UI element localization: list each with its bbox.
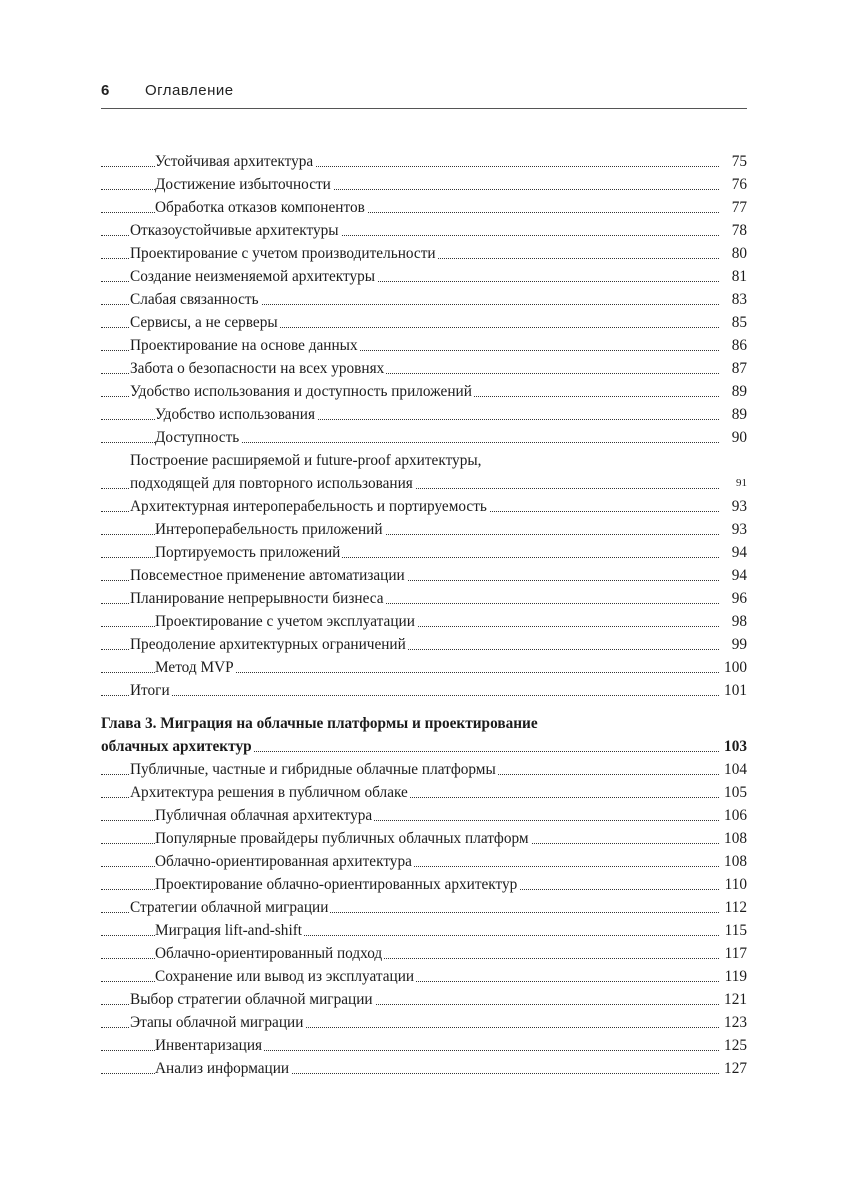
toc-entry[interactable]: [101, 173, 747, 196]
toc-entry-title: Архитектура решения в публичном облаке: [130, 781, 410, 804]
toc-entry[interactable]: [101, 656, 747, 679]
toc-entry[interactable]: [101, 804, 747, 827]
toc-entry[interactable]: [101, 357, 747, 380]
toc-entry-title: Метод MVP: [155, 656, 236, 679]
toc-entry[interactable]: [101, 403, 747, 426]
toc-entry[interactable]: [101, 988, 747, 1011]
toc-entry[interactable]: [101, 380, 747, 403]
toc-entry-title: Этапы облачной миграции: [130, 1011, 305, 1034]
toc-entry[interactable]: [101, 965, 747, 988]
toc-entry-title: Доступность: [155, 426, 241, 449]
toc-entry-page: 90: [730, 426, 747, 449]
toc-entry-page: 119: [723, 965, 747, 988]
toc-entry-page: 93: [730, 495, 747, 518]
toc-entry-page: 115: [723, 919, 747, 942]
toc-entry-title: Обработка отказов компонентов: [155, 196, 367, 219]
toc-entry-page: 85: [730, 311, 747, 334]
toc-entry-title: Итоги: [130, 679, 172, 702]
toc-entry-title: Выбор стратегии облачной миграции: [130, 988, 375, 1011]
toc-entry[interactable]: [101, 311, 747, 334]
toc-entry-page: 87: [730, 357, 747, 380]
toc-entry[interactable]: [101, 219, 747, 242]
toc-entry-page: 93: [730, 518, 747, 541]
toc-entry-page: 94: [730, 564, 747, 587]
toc-entry-title: Инвентаризация: [155, 1034, 264, 1057]
toc-entry-title: Миграция lift-and-shift: [155, 919, 304, 942]
toc-entry-page: 112: [723, 896, 747, 919]
toc-entry-title: Популярные провайдеры публичных облачных платформ: [155, 827, 531, 850]
dot-leader: [101, 695, 719, 696]
toc-entry-title: Облачно-ориентированная архитектура: [155, 850, 414, 873]
toc-entry[interactable]: [101, 495, 747, 518]
toc-entry[interactable]: [101, 541, 747, 564]
toc-entry-page: 100: [722, 656, 747, 679]
toc-entry[interactable]: [101, 942, 747, 965]
chapter-title-line2: облачных архитектур: [101, 735, 254, 758]
toc-entry[interactable]: [101, 633, 747, 656]
toc-entry-page: 94: [730, 541, 747, 564]
toc-entry[interactable]: [101, 426, 747, 449]
toc-entry[interactable]: [101, 196, 747, 219]
toc-entry-title: Преодоление архитектурных ограничений: [130, 633, 408, 656]
toc-entry-title: Достижение избыточности: [155, 173, 333, 196]
toc-entry[interactable]: [101, 1034, 747, 1057]
toc-entry[interactable]: [101, 896, 747, 919]
toc-entry[interactable]: [101, 873, 747, 896]
toc-entry-page: 77: [730, 196, 747, 219]
toc-entry-page: 96: [730, 587, 747, 610]
toc-entry-title: Создание неизменяемой архитектуры: [130, 265, 377, 288]
toc-entry[interactable]: [101, 610, 747, 633]
toc-entry-page: 105: [722, 781, 747, 804]
toc-entry-title-line1: Построение расширяемой и future-proof архитектуры,: [130, 452, 482, 469]
toc-entry-title: Повсеместное применение автоматизации: [130, 564, 407, 587]
toc-entry-title: Проектирование с учетом эксплуатации: [155, 610, 417, 633]
toc-entry[interactable]: [101, 758, 747, 781]
toc-entry-page: 89: [730, 380, 747, 403]
toc-entry[interactable]: [101, 242, 747, 265]
toc-entry-page: 125: [722, 1034, 747, 1057]
toc-entry-page: 108: [722, 827, 747, 850]
toc-entry[interactable]: [101, 449, 747, 495]
toc-entry-page: 123: [722, 1011, 747, 1034]
toc-entry-page: 98: [730, 610, 747, 633]
toc-entry-title: Стратегии облачной миграции: [130, 896, 330, 919]
toc-entry-title: Устойчивая архитектура: [155, 150, 315, 173]
toc-entry[interactable]: [101, 1011, 747, 1034]
running-title: Оглавление: [145, 82, 234, 99]
toc-entry[interactable]: [101, 827, 747, 850]
toc-entry-page: 78: [730, 219, 747, 242]
toc-entry[interactable]: [101, 587, 747, 610]
toc-entry-page: 76: [730, 173, 747, 196]
toc-entry[interactable]: [101, 679, 747, 702]
toc-entry[interactable]: [101, 1057, 747, 1080]
toc-entry-page: 106: [722, 804, 747, 827]
page-number: 6: [101, 82, 110, 99]
toc-entry-page: 75: [730, 150, 747, 173]
toc-entry-title-line2: подходящей для повторного использования: [130, 472, 415, 495]
toc-entry-page: 104: [722, 758, 747, 781]
toc-entry[interactable]: [101, 919, 747, 942]
toc-entry-title: Забота о безопасности на всех уровнях: [130, 357, 386, 380]
toc-entry[interactable]: [101, 850, 747, 873]
toc-entry-page: 86: [730, 334, 747, 357]
toc-entry[interactable]: [101, 564, 747, 587]
toc-entry[interactable]: [101, 288, 747, 311]
toc-entry[interactable]: [101, 781, 747, 804]
toc-entry[interactable]: [101, 265, 747, 288]
toc-entry-title: Облачно-ориентированный подход: [155, 942, 384, 965]
toc-entry-title: Планирование непрерывности бизнеса: [130, 587, 386, 610]
toc-entry-page: 103: [722, 735, 747, 758]
toc-entry-title: Отказоустойчивые архитектуры: [130, 219, 341, 242]
toc-entry[interactable]: [101, 334, 747, 357]
toc-entry-page: 121: [722, 988, 747, 1011]
toc-entry-page: 81: [730, 265, 747, 288]
toc-entry-page: 101: [722, 679, 747, 702]
toc-entry-title: Сервисы, а не серверы: [130, 311, 280, 334]
toc-entry-title: Анализ информации: [155, 1057, 291, 1080]
toc-entry[interactable]: [101, 518, 747, 541]
toc-entry-page: 89: [730, 403, 747, 426]
toc-entry-title: Публичные, частные и гибридные облачные платформы: [130, 758, 498, 781]
toc-entry-title: Проектирование на основе данных: [130, 334, 360, 357]
toc-entry-title: Слабая связанность: [130, 288, 261, 311]
running-header: [101, 79, 747, 109]
toc-entry-page: 99: [730, 633, 747, 656]
toc-entry-title: Архитектурная интероперабельность и портируемость: [130, 495, 489, 518]
toc-entry-title: Сохранение или вывод из эксплуатации: [155, 965, 416, 988]
toc-entry-title: Удобство использования и доступность приложений: [130, 380, 474, 403]
toc-entry-title: Портируемость приложений: [155, 541, 342, 564]
toc-entry-page: 91: [734, 472, 747, 495]
toc-entry-page: 83: [730, 288, 747, 311]
table-of-contents: [101, 150, 747, 1080]
toc-entry-title: Проектирование с учетом производительности: [130, 242, 438, 265]
toc-entry-title: Публичная облачная архитектура: [155, 804, 374, 827]
chapter-title-line1: Глава 3. Миграция на облачные платформы и проектирование: [101, 715, 538, 732]
toc-entry-page: 80: [730, 242, 747, 265]
toc-entry-page: 110: [723, 873, 747, 896]
toc-entry-title: Интероперабельность приложений: [155, 518, 385, 541]
toc-entry[interactable]: [101, 150, 747, 173]
toc-entry-page: 117: [723, 942, 747, 965]
toc-chapter-entry[interactable]: [101, 712, 747, 758]
toc-entry-title: Проектирование облачно-ориентированных архитектур: [155, 873, 519, 896]
toc-entry-page: 127: [722, 1057, 747, 1080]
toc-entry-page: 108: [722, 850, 747, 873]
toc-entry-title: Удобство использования: [155, 403, 317, 426]
